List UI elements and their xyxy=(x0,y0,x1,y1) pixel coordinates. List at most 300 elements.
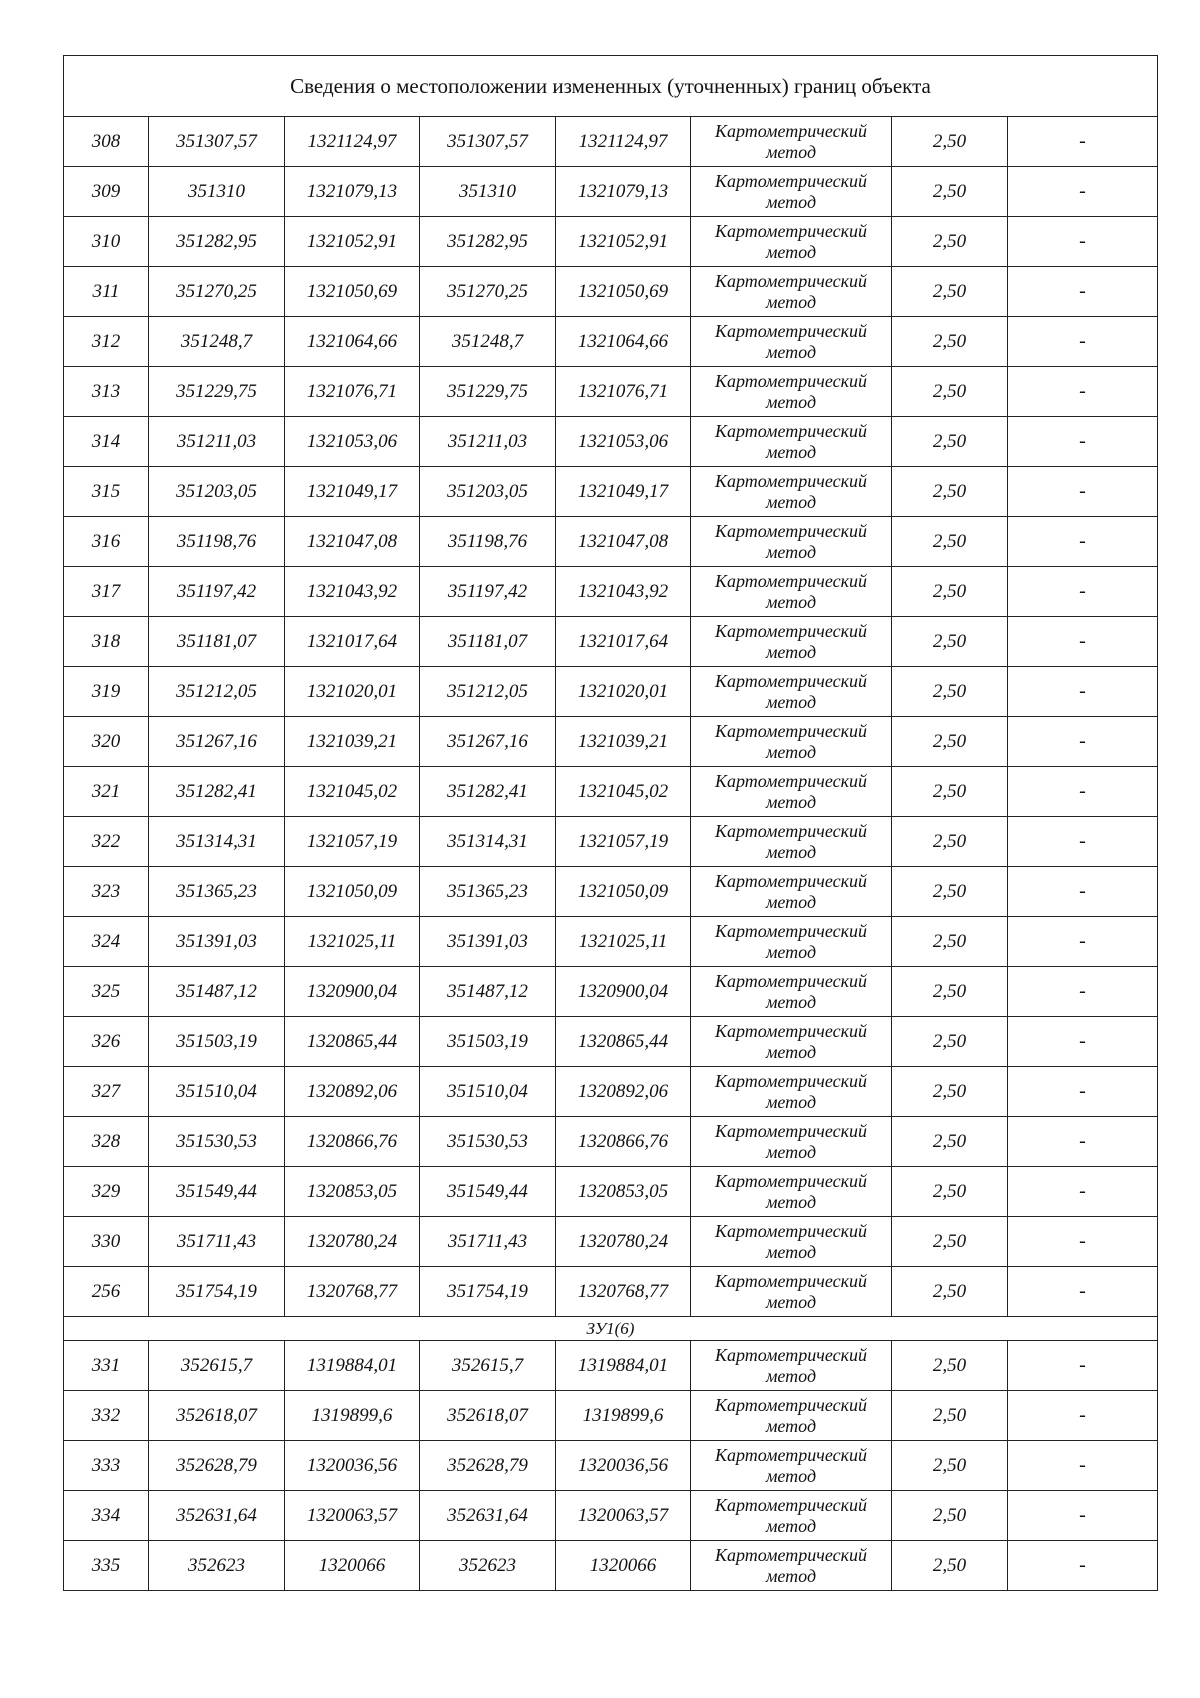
method-cell xyxy=(691,117,892,167)
y-existing-cell: 1320036,56 xyxy=(285,1441,420,1491)
y-new-cell: 1321053,06 xyxy=(556,417,691,467)
accuracy-cell: 2,50 xyxy=(892,1017,1008,1067)
method-cell xyxy=(691,1267,892,1317)
table-row xyxy=(64,717,1158,767)
method-line-2: метод xyxy=(765,541,817,562)
x-existing-cell: 351212,05 xyxy=(149,667,285,717)
y-existing-cell: 1321057,19 xyxy=(285,817,420,867)
accuracy-cell: 2,50 xyxy=(892,167,1008,217)
description-cell: - xyxy=(1008,1217,1158,1267)
method-line-1: Картометрический xyxy=(714,1494,867,1515)
accuracy-cell: 2,50 xyxy=(892,817,1008,867)
description-cell: - xyxy=(1008,567,1158,617)
point-number-cell: 335 xyxy=(64,1541,149,1591)
method-line-2: метод xyxy=(765,1565,817,1586)
method-line-1: Картометрический xyxy=(714,620,867,641)
point-number-cell: 322 xyxy=(64,817,149,867)
y-existing-cell: 1320866,76 xyxy=(285,1117,420,1167)
description-cell: - xyxy=(1008,517,1158,567)
y-new-cell: 1320780,24 xyxy=(556,1217,691,1267)
method-line-1: Картометрический xyxy=(714,1020,867,1041)
y-new-cell: 1321052,91 xyxy=(556,217,691,267)
x-new-cell: 351487,12 xyxy=(420,967,556,1017)
accuracy-cell: 2,50 xyxy=(892,717,1008,767)
table-row xyxy=(64,1441,1158,1491)
point-number-cell: 256 xyxy=(64,1267,149,1317)
x-new-cell: 352615,7 xyxy=(420,1341,556,1391)
method-line-1: Картометрический xyxy=(714,1070,867,1091)
x-new-cell: 351198,76 xyxy=(420,517,556,567)
y-existing-cell: 1321076,71 xyxy=(285,367,420,417)
x-existing-cell: 351181,07 xyxy=(149,617,285,667)
point-number-cell: 327 xyxy=(64,1067,149,1117)
table-row xyxy=(64,367,1158,417)
y-new-cell: 1321043,92 xyxy=(556,567,691,617)
x-new-cell: 351203,05 xyxy=(420,467,556,517)
accuracy-cell: 2,50 xyxy=(892,1167,1008,1217)
x-new-cell: 352618,07 xyxy=(420,1391,556,1441)
description-cell: - xyxy=(1008,867,1158,917)
x-new-cell: 351181,07 xyxy=(420,617,556,667)
point-number-cell: 329 xyxy=(64,1167,149,1217)
description-cell: - xyxy=(1008,367,1158,417)
point-number-cell: 310 xyxy=(64,217,149,267)
method-line-1: Картометрический xyxy=(714,370,867,391)
table-row xyxy=(64,1391,1158,1441)
method-line-2: метод xyxy=(765,491,817,512)
y-new-cell: 1320066 xyxy=(556,1541,691,1591)
method-line-2: метод xyxy=(765,1515,817,1536)
method-cell xyxy=(691,767,892,817)
x-new-cell: 351270,25 xyxy=(420,267,556,317)
method-line-1: Картометрический xyxy=(714,320,867,341)
method-line-1: Картометрический xyxy=(714,570,867,591)
x-existing-cell: 351365,23 xyxy=(149,867,285,917)
x-new-cell: 351282,41 xyxy=(420,767,556,817)
point-number-cell: 308 xyxy=(64,117,149,167)
method-line-1: Картометрический xyxy=(714,1544,867,1565)
x-new-cell: 351314,31 xyxy=(420,817,556,867)
method-line-2: метод xyxy=(765,341,817,362)
method-cell xyxy=(691,967,892,1017)
table-row xyxy=(64,567,1158,617)
y-new-cell: 1320063,57 xyxy=(556,1491,691,1541)
x-new-cell: 351212,05 xyxy=(420,667,556,717)
accuracy-cell: 2,50 xyxy=(892,467,1008,517)
table-row xyxy=(64,867,1158,917)
method-line-2: метод xyxy=(765,1241,817,1262)
point-number-cell: 323 xyxy=(64,867,149,917)
method-line-2: метод xyxy=(765,941,817,962)
method-line-1: Картометрический xyxy=(714,1394,867,1415)
accuracy-cell: 2,50 xyxy=(892,917,1008,967)
method-line-2: метод xyxy=(765,1291,817,1312)
table-row xyxy=(64,1117,1158,1167)
y-existing-cell: 1319884,01 xyxy=(285,1341,420,1391)
x-new-cell: 351229,75 xyxy=(420,367,556,417)
accuracy-cell: 2,50 xyxy=(892,1217,1008,1267)
table-row xyxy=(64,667,1158,717)
document-page xyxy=(63,55,1157,1591)
description-cell: - xyxy=(1008,1441,1158,1491)
accuracy-cell: 2,50 xyxy=(892,1341,1008,1391)
x-existing-cell: 351510,04 xyxy=(149,1067,285,1117)
x-new-cell: 352628,79 xyxy=(420,1441,556,1491)
y-existing-cell: 1320892,06 xyxy=(285,1067,420,1117)
method-line-1: Картометрический xyxy=(714,170,867,191)
table-row xyxy=(64,817,1158,867)
accuracy-cell: 2,50 xyxy=(892,1541,1008,1591)
x-existing-cell: 351310 xyxy=(149,167,285,217)
method-cell xyxy=(691,317,892,367)
x-existing-cell: 351282,41 xyxy=(149,767,285,817)
y-new-cell: 1321017,64 xyxy=(556,617,691,667)
y-new-cell: 1321064,66 xyxy=(556,317,691,367)
x-new-cell: 351211,03 xyxy=(420,417,556,467)
x-existing-cell: 352618,07 xyxy=(149,1391,285,1441)
method-line-1: Картометрический xyxy=(714,1170,867,1191)
method-line-1: Картометрический xyxy=(714,270,867,291)
x-new-cell: 351510,04 xyxy=(420,1067,556,1117)
y-existing-cell: 1321045,02 xyxy=(285,767,420,817)
y-new-cell: 1321045,02 xyxy=(556,767,691,817)
method-cell xyxy=(691,467,892,517)
accuracy-cell: 2,50 xyxy=(892,317,1008,367)
method-line-2: метод xyxy=(765,641,817,662)
section-label: ЗУ1(6) xyxy=(64,1317,1158,1341)
method-line-1: Картометрический xyxy=(714,1444,867,1465)
method-cell xyxy=(691,1541,892,1591)
description-cell: - xyxy=(1008,967,1158,1017)
method-cell xyxy=(691,567,892,617)
method-line-2: метод xyxy=(765,991,817,1012)
method-cell xyxy=(691,1341,892,1391)
description-cell: - xyxy=(1008,217,1158,267)
y-existing-cell: 1321079,13 xyxy=(285,167,420,217)
point-number-cell: 331 xyxy=(64,1341,149,1391)
point-number-cell: 332 xyxy=(64,1391,149,1441)
method-line-2: метод xyxy=(765,1191,817,1212)
method-cell xyxy=(691,1441,892,1491)
y-existing-cell: 1321053,06 xyxy=(285,417,420,467)
x-existing-cell: 351198,76 xyxy=(149,517,285,567)
description-cell: - xyxy=(1008,1267,1158,1317)
y-existing-cell: 1319899,6 xyxy=(285,1391,420,1441)
x-new-cell: 351549,44 xyxy=(420,1167,556,1217)
point-number-cell: 328 xyxy=(64,1117,149,1167)
y-new-cell: 1319899,6 xyxy=(556,1391,691,1441)
y-new-cell: 1320036,56 xyxy=(556,1441,691,1491)
x-new-cell: 351197,42 xyxy=(420,567,556,617)
method-line-2: метод xyxy=(765,791,817,812)
description-cell: - xyxy=(1008,1391,1158,1441)
method-line-2: метод xyxy=(765,891,817,912)
x-existing-cell: 351282,95 xyxy=(149,217,285,267)
table-title-row xyxy=(64,56,1158,117)
description-cell: - xyxy=(1008,467,1158,517)
method-line-1: Картометрический xyxy=(714,1344,867,1365)
accuracy-cell: 2,50 xyxy=(892,1267,1008,1317)
y-new-cell: 1320866,76 xyxy=(556,1117,691,1167)
description-cell: - xyxy=(1008,767,1158,817)
accuracy-cell: 2,50 xyxy=(892,567,1008,617)
method-cell xyxy=(691,1117,892,1167)
method-line-1: Картометрический xyxy=(714,420,867,441)
x-existing-cell: 352623 xyxy=(149,1541,285,1591)
y-new-cell: 1321050,69 xyxy=(556,267,691,317)
accuracy-cell: 2,50 xyxy=(892,217,1008,267)
x-new-cell: 351391,03 xyxy=(420,917,556,967)
accuracy-cell: 2,50 xyxy=(892,767,1008,817)
method-cell xyxy=(691,367,892,417)
table-row xyxy=(64,1067,1158,1117)
y-new-cell: 1321039,21 xyxy=(556,717,691,767)
y-existing-cell: 1321017,64 xyxy=(285,617,420,667)
accuracy-cell: 2,50 xyxy=(892,1067,1008,1117)
method-line-2: метод xyxy=(765,691,817,712)
method-cell xyxy=(691,217,892,267)
x-new-cell: 351503,19 xyxy=(420,1017,556,1067)
accuracy-cell: 2,50 xyxy=(892,267,1008,317)
y-existing-cell: 1321052,91 xyxy=(285,217,420,267)
y-existing-cell: 1320063,57 xyxy=(285,1491,420,1541)
method-line-1: Картометрический xyxy=(714,770,867,791)
accuracy-cell: 2,50 xyxy=(892,967,1008,1017)
y-new-cell: 1321049,17 xyxy=(556,467,691,517)
method-line-1: Картометрический xyxy=(714,920,867,941)
x-existing-cell: 351211,03 xyxy=(149,417,285,467)
x-new-cell: 351754,19 xyxy=(420,1267,556,1317)
x-new-cell: 351248,7 xyxy=(420,317,556,367)
accuracy-cell: 2,50 xyxy=(892,367,1008,417)
point-number-cell: 321 xyxy=(64,767,149,817)
table-row xyxy=(64,967,1158,1017)
point-number-cell: 319 xyxy=(64,667,149,717)
point-number-cell: 330 xyxy=(64,1217,149,1267)
y-existing-cell: 1320780,24 xyxy=(285,1217,420,1267)
table-row xyxy=(64,1017,1158,1067)
description-cell: - xyxy=(1008,1117,1158,1167)
y-existing-cell: 1321025,11 xyxy=(285,917,420,967)
y-existing-cell: 1320768,77 xyxy=(285,1267,420,1317)
boundary-coordinates-table xyxy=(63,55,1158,1591)
accuracy-cell: 2,50 xyxy=(892,517,1008,567)
method-line-2: метод xyxy=(765,1465,817,1486)
point-number-cell: 333 xyxy=(64,1441,149,1491)
x-new-cell: 351267,16 xyxy=(420,717,556,767)
method-line-1: Картометрический xyxy=(714,220,867,241)
y-new-cell: 1319884,01 xyxy=(556,1341,691,1391)
table-row xyxy=(64,1491,1158,1541)
description-cell: - xyxy=(1008,617,1158,667)
y-existing-cell: 1321039,21 xyxy=(285,717,420,767)
table-title: Сведения о местоположении измененных (уточненных) границ объекта xyxy=(64,56,1158,117)
method-line-2: метод xyxy=(765,1041,817,1062)
y-existing-cell: 1321124,97 xyxy=(285,117,420,167)
method-cell xyxy=(691,1491,892,1541)
method-cell xyxy=(691,617,892,667)
y-new-cell: 1320865,44 xyxy=(556,1017,691,1067)
table-body xyxy=(64,56,1158,1591)
y-new-cell: 1321025,11 xyxy=(556,917,691,967)
method-line-2: метод xyxy=(765,1141,817,1162)
x-new-cell: 351307,57 xyxy=(420,117,556,167)
y-existing-cell: 1320865,44 xyxy=(285,1017,420,1067)
table-row xyxy=(64,167,1158,217)
point-number-cell: 316 xyxy=(64,517,149,567)
method-line-2: метод xyxy=(765,591,817,612)
x-existing-cell: 352628,79 xyxy=(149,1441,285,1491)
method-line-1: Картометрический xyxy=(714,720,867,741)
table-row xyxy=(64,1217,1158,1267)
y-existing-cell: 1321064,66 xyxy=(285,317,420,367)
point-number-cell: 313 xyxy=(64,367,149,417)
point-number-cell: 326 xyxy=(64,1017,149,1067)
point-number-cell: 314 xyxy=(64,417,149,467)
accuracy-cell: 2,50 xyxy=(892,667,1008,717)
y-new-cell: 1321047,08 xyxy=(556,517,691,567)
accuracy-cell: 2,50 xyxy=(892,1117,1008,1167)
y-existing-cell: 1321020,01 xyxy=(285,667,420,717)
method-cell xyxy=(691,1067,892,1117)
point-number-cell: 324 xyxy=(64,917,149,967)
method-cell xyxy=(691,167,892,217)
description-cell: - xyxy=(1008,167,1158,217)
description-cell: - xyxy=(1008,417,1158,467)
method-line-1: Картометрический xyxy=(714,1220,867,1241)
x-existing-cell: 352615,7 xyxy=(149,1341,285,1391)
method-line-2: метод xyxy=(765,841,817,862)
accuracy-cell: 2,50 xyxy=(892,617,1008,667)
x-new-cell: 351310 xyxy=(420,167,556,217)
method-cell xyxy=(691,1017,892,1067)
y-new-cell: 1320892,06 xyxy=(556,1067,691,1117)
table-row xyxy=(64,617,1158,667)
method-cell xyxy=(691,1391,892,1441)
x-existing-cell: 352631,64 xyxy=(149,1491,285,1541)
x-new-cell: 351711,43 xyxy=(420,1217,556,1267)
method-line-2: метод xyxy=(765,191,817,212)
y-existing-cell: 1320900,04 xyxy=(285,967,420,1017)
description-cell: - xyxy=(1008,667,1158,717)
x-existing-cell: 351503,19 xyxy=(149,1017,285,1067)
method-line-1: Картометрический xyxy=(714,970,867,991)
method-line-1: Картометрический xyxy=(714,120,867,141)
method-line-2: метод xyxy=(765,1091,817,1112)
method-line-2: метод xyxy=(765,241,817,262)
table-row xyxy=(64,767,1158,817)
accuracy-cell: 2,50 xyxy=(892,1491,1008,1541)
point-number-cell: 317 xyxy=(64,567,149,617)
accuracy-cell: 2,50 xyxy=(892,1441,1008,1491)
method-line-1: Картометрический xyxy=(714,1270,867,1291)
method-line-2: метод xyxy=(765,1365,817,1386)
method-line-1: Картометрический xyxy=(714,470,867,491)
accuracy-cell: 2,50 xyxy=(892,117,1008,167)
y-new-cell: 1321124,97 xyxy=(556,117,691,167)
x-existing-cell: 351197,42 xyxy=(149,567,285,617)
point-number-cell: 312 xyxy=(64,317,149,367)
x-existing-cell: 351754,19 xyxy=(149,1267,285,1317)
method-cell xyxy=(691,867,892,917)
description-cell: - xyxy=(1008,1341,1158,1391)
x-existing-cell: 351248,7 xyxy=(149,317,285,367)
y-new-cell: 1320900,04 xyxy=(556,967,691,1017)
point-number-cell: 320 xyxy=(64,717,149,767)
x-existing-cell: 351267,16 xyxy=(149,717,285,767)
y-existing-cell: 1321050,69 xyxy=(285,267,420,317)
table-row xyxy=(64,267,1158,317)
y-new-cell: 1321057,19 xyxy=(556,817,691,867)
method-cell xyxy=(691,517,892,567)
description-cell: - xyxy=(1008,1491,1158,1541)
method-line-2: метод xyxy=(765,741,817,762)
point-number-cell: 309 xyxy=(64,167,149,217)
method-line-1: Картометрический xyxy=(714,670,867,691)
method-cell xyxy=(691,817,892,867)
x-existing-cell: 351711,43 xyxy=(149,1217,285,1267)
method-line-1: Картометрический xyxy=(714,1120,867,1141)
y-new-cell: 1320853,05 xyxy=(556,1167,691,1217)
y-existing-cell: 1321050,09 xyxy=(285,867,420,917)
x-new-cell: 351365,23 xyxy=(420,867,556,917)
method-cell xyxy=(691,717,892,767)
method-line-2: метод xyxy=(765,291,817,312)
point-number-cell: 325 xyxy=(64,967,149,1017)
point-number-cell: 315 xyxy=(64,467,149,517)
accuracy-cell: 2,50 xyxy=(892,867,1008,917)
table-row xyxy=(64,117,1158,167)
description-cell: - xyxy=(1008,1067,1158,1117)
y-existing-cell: 1320853,05 xyxy=(285,1167,420,1217)
x-existing-cell: 351549,44 xyxy=(149,1167,285,1217)
x-existing-cell: 351530,53 xyxy=(149,1117,285,1167)
method-line-2: метод xyxy=(765,441,817,462)
table-row xyxy=(64,217,1158,267)
description-cell: - xyxy=(1008,917,1158,967)
description-cell: - xyxy=(1008,1017,1158,1067)
x-existing-cell: 351487,12 xyxy=(149,967,285,1017)
y-existing-cell: 1320066 xyxy=(285,1541,420,1591)
description-cell: - xyxy=(1008,1541,1158,1591)
method-cell xyxy=(691,917,892,967)
x-new-cell: 352623 xyxy=(420,1541,556,1591)
point-number-cell: 334 xyxy=(64,1491,149,1541)
table-row xyxy=(64,467,1158,517)
y-existing-cell: 1321049,17 xyxy=(285,467,420,517)
x-new-cell: 352631,64 xyxy=(420,1491,556,1541)
method-cell xyxy=(691,1167,892,1217)
x-existing-cell: 351391,03 xyxy=(149,917,285,967)
table-row xyxy=(64,317,1158,367)
x-existing-cell: 351314,31 xyxy=(149,817,285,867)
method-cell xyxy=(691,1217,892,1267)
y-existing-cell: 1321043,92 xyxy=(285,567,420,617)
x-existing-cell: 351229,75 xyxy=(149,367,285,417)
description-cell: - xyxy=(1008,717,1158,767)
table-row xyxy=(64,1541,1158,1591)
y-new-cell: 1320768,77 xyxy=(556,1267,691,1317)
table-row xyxy=(64,417,1158,467)
method-cell xyxy=(691,417,892,467)
method-cell xyxy=(691,267,892,317)
x-new-cell: 351282,95 xyxy=(420,217,556,267)
description-cell: - xyxy=(1008,817,1158,867)
description-cell: - xyxy=(1008,1167,1158,1217)
description-cell: - xyxy=(1008,317,1158,367)
y-new-cell: 1321020,01 xyxy=(556,667,691,717)
table-row xyxy=(64,1167,1158,1217)
